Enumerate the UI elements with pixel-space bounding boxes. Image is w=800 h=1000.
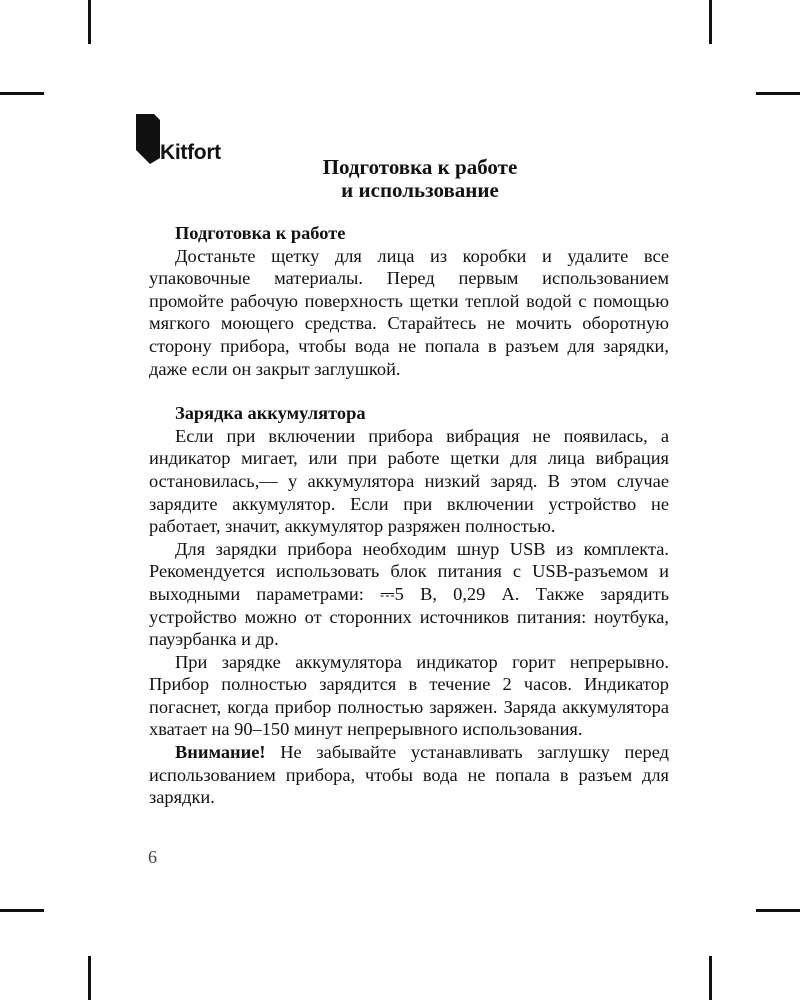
- crop-mark-bottom-right-vertical: [709, 956, 712, 1000]
- warning-text: Не забывайте устанавливать заглушку перед использованием прибора, чтобы вода не попала в разъем для зарядки.: [149, 742, 669, 808]
- paragraph-warning: [149, 741, 669, 809]
- crop-mark-top-left-horizontal: [0, 92, 44, 95]
- paragraph-charging-2: Для зарядки прибора необходим шнур USB из комплекта. Рекомендуется использовать блок питания с USB-разъемом и выходными параметрами: ⎓5 В, 0,29 А. Также зарядить устройство можно от сторонних источников питания: ноутбука, пауэрбанка и др.: [149, 538, 669, 650]
- crop-mark-bottom-left-vertical: [88, 956, 91, 1000]
- crop-mark-top-left-vertical: [88, 0, 91, 44]
- paragraph-charging-3: При зарядке аккумулятора индикатор горит непрерывно. Прибор полностью зарядится в течение 2 часов. Индикатор погаснет, когда прибор полностью заряжен. Заряда аккумулятора хватает на 90–150 минут непрерывного использования.: [149, 651, 669, 740]
- paragraph-charging-1: Если при включении прибора вибрация не появилась, а индикатор мигает, или при работе щетки для лица вибрация остановилась,— у аккумулятора низкий заряд. В этом случае зарядите аккумулятор. Если при включении устройство не работает, значит, аккумулятор разряжен полностью.: [149, 425, 669, 537]
- section-heading-preparation: Подготовка к работе: [175, 223, 346, 243]
- warning-label: Внимание!: [175, 742, 266, 763]
- crop-mark-bottom-left-horizontal: [0, 909, 44, 912]
- logo-text: Kitfort: [160, 141, 221, 164]
- section-gap: [149, 380, 669, 402]
- document-body: [149, 222, 669, 809]
- page-title: [150, 156, 690, 202]
- crop-mark-top-right-horizontal: [756, 92, 800, 95]
- crop-mark-top-right-vertical: [709, 0, 712, 44]
- page-number: 6: [148, 847, 157, 867]
- section-heading-charging: Зарядка аккумулятора: [175, 403, 366, 424]
- page-title-line-1: Подготовка к работе: [322, 155, 518, 179]
- page-title-line-2: и использование: [341, 178, 499, 202]
- crop-mark-bottom-right-horizontal: [756, 909, 800, 912]
- paragraph-preparation: Достаньте щетку для лица из коробки и удалите все упаковочные материалы. Перед первым использованием промойте рабочую поверхность щетки теплой водой с помощью мягкого моющего средства. Старайтесь не мочить оборотную сторону прибора, чтобы вода не попала в разъем для зарядки, даже если он закрыт заглушкой.: [149, 245, 669, 379]
